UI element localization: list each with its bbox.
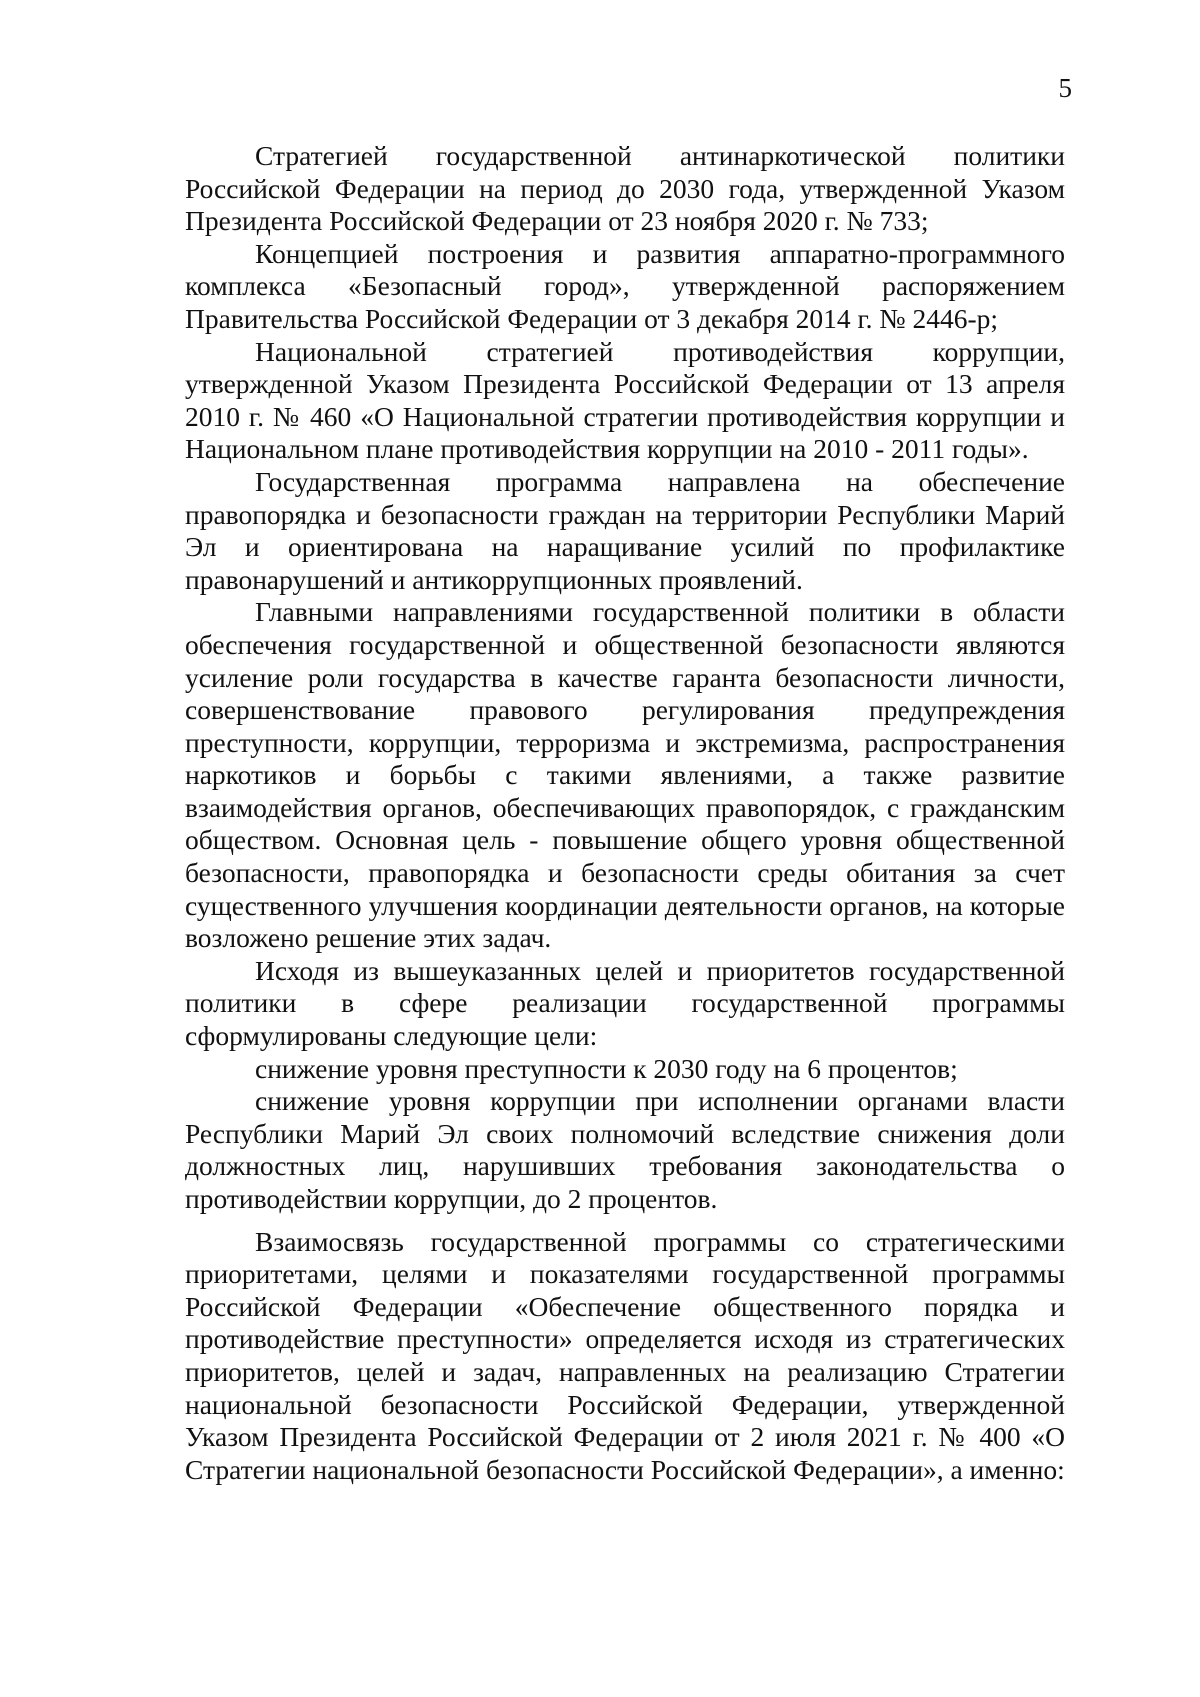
paragraph-goal-crime-reduction: снижение уровня преступности к 2030 году на 6 процентов;: [255, 1052, 958, 1084]
paragraph-goal-corruption-reduction: снижение уровня коррупции при исполнении органами власти Республики Марий Эл своих полномочий вследствие снижения доли должностных лиц, нарушивших требования законодательства о противодействии коррупции, до 2 процентов.: [185, 1085, 1065, 1214]
paragraph-policy-directions: Главными направлениями государственной политики в области обеспечения государственной и общественной безопасности являются усиление роли государства в качестве гаранта безопасности личности, совершенствование правового регулирования предупреждения преступности, коррупции, терроризма и экстремизма, распространения наркотиков и борьбы с такими явлениями, а также развитие взаимодействия органов, обеспечивающих правопорядок, с гражданским обществом. Основная цель - повышение общего уровня общественной безопасности, правопорядка и безопасности среды обитания за счет существенного улучшения координации деятельности органов, на которые возложено решение этих задач.: [185, 596, 1065, 954]
paragraph-safe-city-concept: Концепцией построения и развития аппаратно-программного комплекса «Безопасный город», утвержденной распоряжением Правительства Российской Федерации от 3 декабря 2014 г. № 2446-р;: [185, 237, 1065, 334]
paragraph-goals-intro: Исходя из вышеуказанных целей и приоритетов государственной политики в сфере реализации государственной программы сформулированы следующие цели:: [185, 954, 1065, 1052]
page-number: 5: [1058, 73, 1072, 103]
paragraph-program-direction: Государственная программа направлена на обеспечение правопорядка и безопасности граждан на территории Республики Марий Эл и ориентирована на наращивание усилий по профилактике правонарушений и антикоррупционных проявлений.: [185, 465, 1065, 595]
paragraph-anticorruption-strategy: Национальной стратегией противодействия коррупции, утвержденной Указом Президента Российской Федерации от 13 апреля 2010 г. № 460 «О Национальной стратегии противодействия коррупции и Национальном плане противодействия коррупции на 2010 - 2011 годы».: [185, 335, 1065, 465]
paragraph-strategic-link: Взаимосвязь государственной программы со стратегическими приоритетами, целями и показателями государственной программы Российской Федерации «Обеспечение общественного порядка и противодействие преступности» определяется исходя из стратегических приоритетов, целей и задач, направленных на реализацию Стратегии национальной безопасности Российской Федерации, утвержденной Указом Президента Российской Федерации от 2 июля 2021 г. № 400 «О Стратегии национальной безопасности Российской Федерации», а именно:: [185, 1225, 1065, 1485]
paragraph-antidrug-strategy: Стратегией государственной антинаркотической политики Российской Федерации на период до 2030 года, утвержденной Указом Президента Российской Федерации от 23 ноября 2020 г. № 733;: [185, 140, 1065, 237]
document-body: [185, 140, 1065, 1486]
